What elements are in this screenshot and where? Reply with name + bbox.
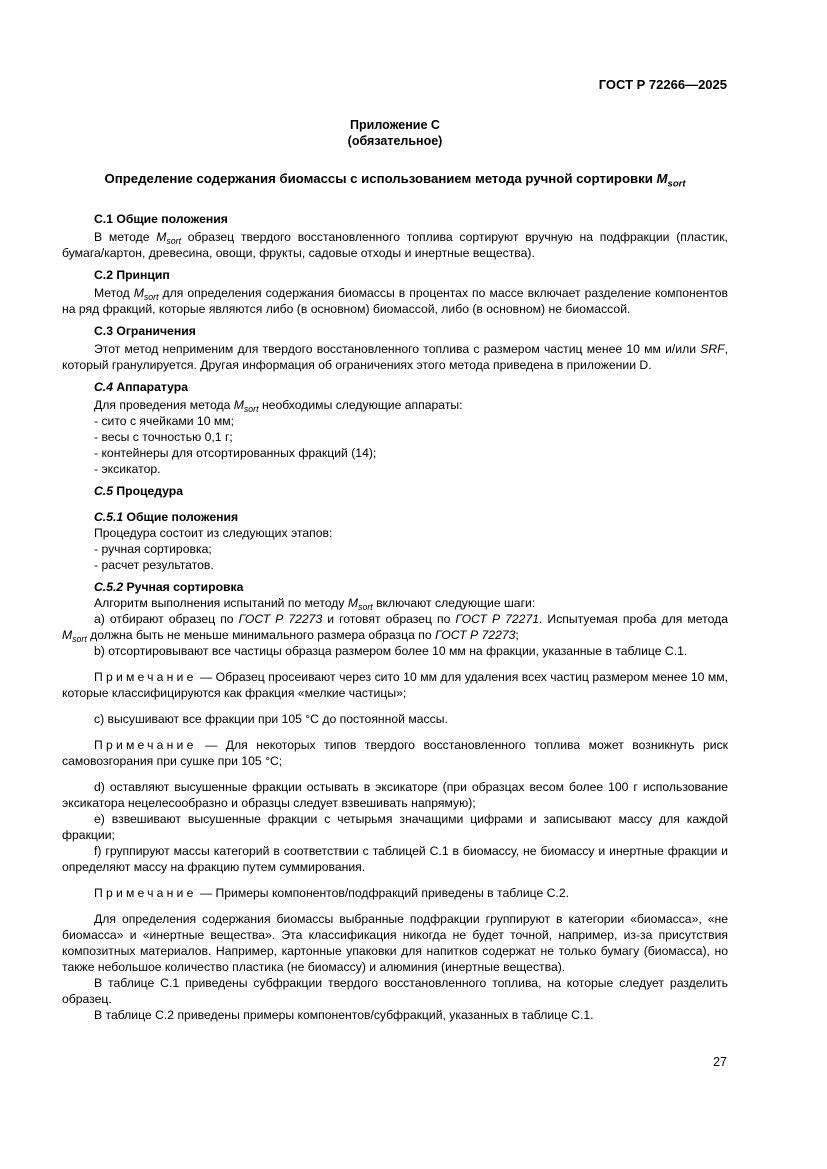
page-header-standard: ГОСТ Р 72266—2025 [598,77,727,92]
list-item: - эксикатор. [94,462,161,476]
table-c2-paragraph: В таблице С.2 приведены примеры компонентов/субфракций, указанных в таблице С.1. [94,1008,594,1022]
section-c1-heading: С.1 Общие положения [94,212,228,226]
section-c51-text: Процедура состоит из следующих этапов: [94,526,333,540]
step-e: е) взвешивают высушенные фракции с четырьмя значащими цифрами и записывают массу для каждой фракции; [62,812,728,842]
section-c3-heading: С.3 Ограничения [94,324,196,338]
section-c4-text: Для проведения метода $M_{sort}$ необходимы следующие аппараты: [94,398,463,415]
annex-status: (обязательное) [347,134,443,148]
section-c4-heading: С.4 Аппаратура [94,380,188,394]
section-c3-text: Этот метод неприменим для твердого восстановленного топлива с размером частиц менее 10 мм и/или SRF, который гранулируется. Другая информация об ограничениях этого метода приведена в приложении D. [62,342,729,372]
section-c1-text: В методе $M_{sort}$ образец твердого восстановленного топлива сортируют вручную на подфракции (пластик, бумага/картон, древесина, овощи, фрукты, садовые отходы и инертные вещества). [62,230,728,260]
list-item: - расчет результатов. [94,558,214,572]
step-c: с) высушивают все фракции при 105 °С до постоянной массы. [94,712,448,726]
list-item: - сито с ячейками 10 мм; [94,414,235,428]
section-c51-heading: С.5.1 Общие положения [94,510,239,524]
page-number: 27 [713,1055,727,1069]
note-2: Примечание — Для некоторых типов твердого восстановленного топлива может возникнуть риск самовозгорания при сушке при 105 °С; [62,738,729,768]
symbol: $M_{sort}$ [656,171,686,190]
annex-title: Приложение С [350,118,440,132]
list-item: - весы с точностью 0,1 г; [94,430,233,444]
note-3: Примечание — Примеры компонентов/подфракций приведены в таблице С.2. [94,886,569,900]
section-c2-heading: С.2 Принцип [94,268,170,282]
table-c1-paragraph: В таблице С.1 приведены субфракции твердого восстановленного топлива, на которые следует разделить образец. [62,976,728,1006]
section-c5-heading: С.5 Процедура [94,484,184,498]
annex-heading-text: Определение содержания биомассы с использованием метода ручной сортировки [104,171,653,186]
step-b: b) отсортировывают все частицы образца размером более 10 мм на фракции, указанные в таблице С.1. [94,644,688,658]
section-c2-text: Метод $M_{sort}$ для определения содержания биомассы в процентах по массе включает разделение компонентов на ряд фракций, которые являются либо (в основном) биомассой, либо (в основном) не биомассой. [62,286,728,316]
step-f: f) группируют массы категорий в соответствии с таблицей С.1 в биомассу, не биомассу и инертные фракции и определяют массу на фракцию путем суммирования. [62,844,728,874]
document-body [62,117,728,1023]
section-c52-heading: С.5.2 Ручная сортировка [94,580,244,594]
step-d: d) оставляют высушенные фракции остывать в эксикаторе (при образцах весом более 100 г использование эксикатора нецелесообразно и образцы следует взвешивать напрямую); [62,780,728,810]
list-item: - контейнеры для отсортированных фракций (14); [94,446,377,460]
list-item: - ручная сортировка; [94,542,212,556]
annex-heading [62,170,728,188]
step-a: а) отбирают образец по ГОСТ Р 72273 и готовят образец по ГОСТ Р 72271. Испытуемая проба для метода $M_{sort}$ должна быть не меньше минимального размера образца по ГОСТ Р 72273; [62,612,728,645]
grouping-paragraph: Для определения содержания биомассы выбранные подфракции группируют в категории «биомасса», «не биомасса» и «инертные вещества». Эта классификация никогда не будет точной, например, из-за присутствия композитных материалов. Например, картонные упаковки для напитков содержат не только бумагу (биомасса), но также небольшое количество пластика (не биомассу) и алюминия (инертные вещества). [62,912,728,974]
note-1: Примечание — Образец просеивают через сито 10 мм для удаления всех частиц размером менее 10 мм, которые классифицируются как фракция «мелкие частицы»; [62,670,728,700]
section-c52-intro: Алгоритм выполнения испытаний по методу $M_{sort}$ включают следующие шаги: [94,596,536,613]
